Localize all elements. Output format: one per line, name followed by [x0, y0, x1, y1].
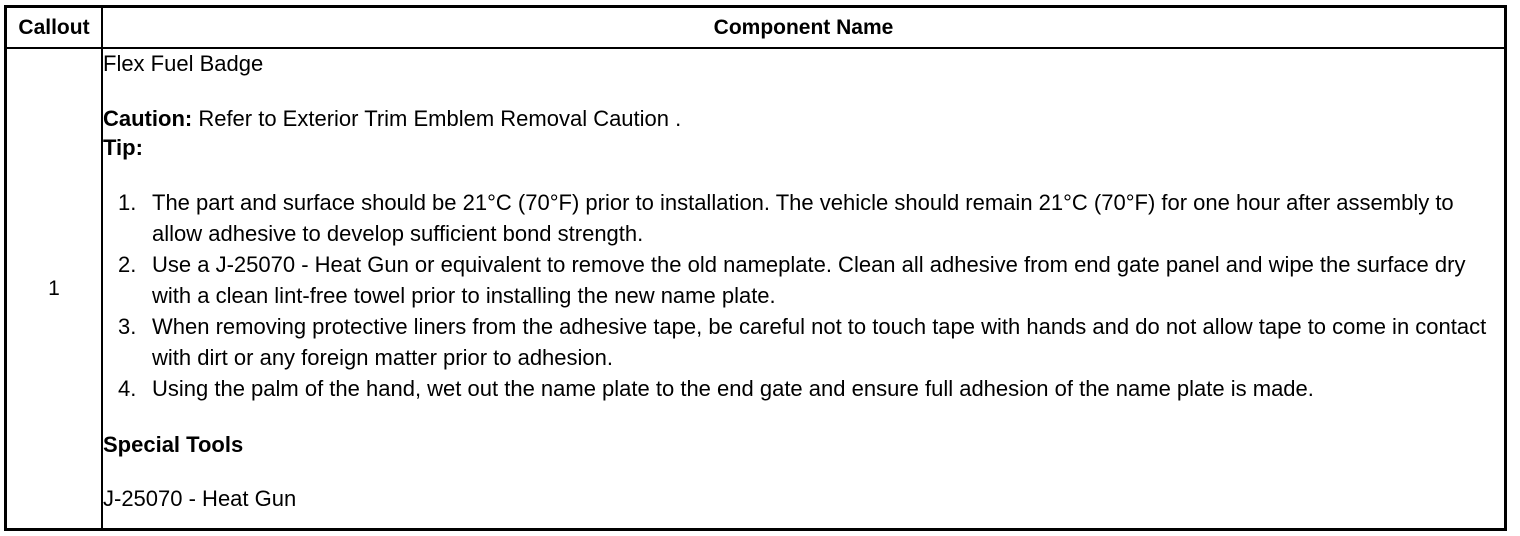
component-name-column-header: Component Name	[102, 8, 1504, 48]
list-item	[103, 249, 1504, 311]
list-item	[103, 187, 1504, 249]
step-number: 2.	[118, 252, 137, 277]
callout-number: 1	[7, 48, 102, 528]
table-row	[7, 48, 1504, 528]
list-item	[103, 373, 1504, 404]
step-number: 4.	[118, 376, 137, 401]
caution-text: Refer to Exterior Trim Emblem Removal Caution .	[192, 106, 682, 131]
tip-steps-list	[103, 187, 1504, 404]
caution-note	[103, 104, 1504, 133]
tip-label: Tip:	[103, 135, 143, 160]
step-number: 1.	[118, 190, 137, 215]
step-number: 3.	[118, 314, 137, 339]
step-text: When removing protective liners from the adhesive tape, be careful not to touch tape with hands and do not allow tape to come in contact with dirt or any foreign matter prior to adhesion.	[152, 314, 1487, 370]
callout-column-header: Callout	[7, 8, 102, 48]
component-name: Flex Fuel Badge	[103, 51, 264, 76]
component-cell	[102, 48, 1504, 528]
component-table-frame	[4, 5, 1507, 531]
step-text: Using the palm of the hand, wet out the name plate to the end gate and ensure full adhesion of the name plate is made.	[152, 376, 1314, 401]
step-text: Use a J-25070 - Heat Gun or equivalent to remove the old nameplate. Clean all adhesive from end gate panel and wipe the surface dry with a clean lint-free towel prior to installing the new name plate.	[152, 252, 1466, 308]
special-tools-heading: Special Tools	[103, 432, 244, 457]
step-text: The part and surface should be 21°C (70°F) prior to installation. The vehicle should remain 21°C (70°F) for one hour after assembly to allow adhesive to develop sufficient bond strength.	[152, 190, 1454, 246]
special-tool-item: J-25070 - Heat Gun	[103, 486, 297, 511]
caution-label: Caution:	[103, 106, 193, 131]
list-item	[103, 311, 1504, 373]
component-table	[7, 8, 1504, 528]
table-header-row	[7, 8, 1504, 48]
